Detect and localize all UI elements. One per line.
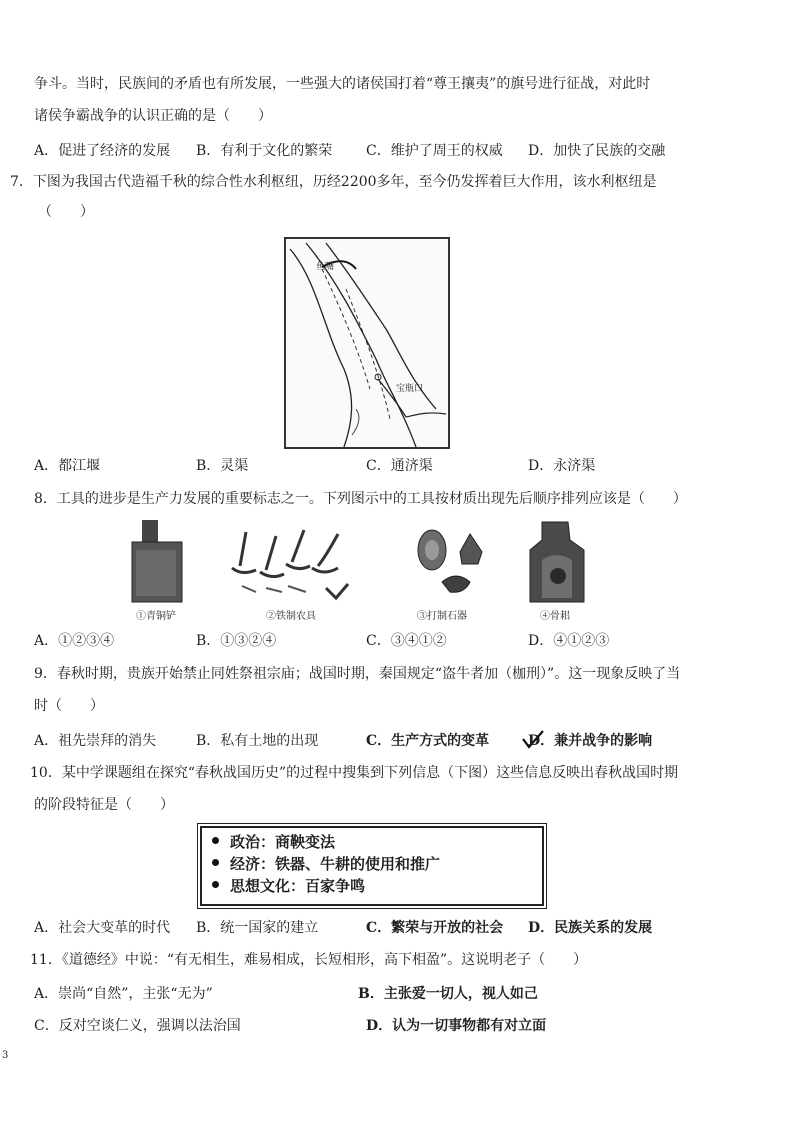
info-economy: 经济：铁器、牛耕的使用和推广 (230, 855, 441, 873)
info-box (200, 826, 544, 906)
bullet-icon (212, 837, 219, 844)
q6-option-d[interactable]: D．加快了民族的交融 (528, 143, 666, 159)
q6-option-c[interactable]: C．维护了周王的权威 (366, 143, 503, 159)
q6-stem-line1: 争斗。当时，民族间的矛盾也有所发展，一些强大的诸侯国打着“尊王攘夷”的旗号进行征战，对此时 (34, 76, 651, 92)
q10-option-b[interactable]: B．统一国家的建立 (196, 920, 319, 936)
q8-option-b[interactable]: B．①③②④ (196, 633, 277, 649)
q11-option-c[interactable]: C．反对空谈仁义，强调以法治国 (34, 1018, 241, 1034)
map-label-baopingkou: 宝瓶口 (396, 384, 424, 394)
caption-iron-tools: ②铁制农具 (266, 611, 316, 622)
q9-stem-line1: 9．春秋时期，贵族开始禁止同姓祭祖宗庙；战国时期，秦国规定“盗牛者加（枷刑）”。这一现象反映了当 (34, 666, 681, 682)
q7-option-c[interactable]: C．通济渠 (366, 458, 433, 474)
q10-option-a[interactable]: A．社会大变革的时代 (34, 920, 171, 936)
bullet-icon (212, 881, 219, 888)
q6-stem-line2: 诸侯争霸战争的认识正确的是（ ） (34, 108, 272, 124)
q9-stem-line2: 时（ ） (34, 698, 104, 714)
q8-stem-line1: 8．工具的进步是生产力发展的重要标志之一。下列图示中的工具按材质出现先后顺序排列应该是（ ） (34, 491, 687, 507)
q9-option-d[interactable]: D．兼并战争的影响 (528, 733, 653, 749)
info-culture: 思想文化：百家争鸣 (230, 877, 366, 895)
q8-option-d[interactable]: D．④①②③ (528, 633, 610, 649)
q7-option-b[interactable]: B．灵渠 (196, 458, 249, 474)
q6-option-a[interactable]: A．促进了经济的发展 (34, 143, 171, 159)
bone-spade-image (528, 520, 588, 608)
q6-option-b[interactable]: B．有利于文化的繁荣 (196, 143, 333, 159)
q9-option-c[interactable]: C．生产方式的变革 (366, 733, 490, 749)
dujiangyan-map (284, 237, 450, 449)
q10-stem-line2: 的阶段特征是（ ） (34, 797, 174, 813)
q11-option-b[interactable]: B．主张爱一切人，视人如己 (358, 986, 538, 1002)
caption-stone-tools: ③打制石器 (417, 611, 467, 622)
page-number: 3 (2, 1050, 9, 1061)
q11-stem-line1: 11．《道德经》中说：“有无相生，难易相成，长短相形，高下相盈”。这说明老子（ ） (30, 952, 588, 968)
q9-option-a[interactable]: A．祖先崇拜的消失 (34, 733, 157, 749)
info-politics: 政治：商鞅变法 (230, 833, 336, 851)
chipped-stone-tools-image (412, 522, 492, 606)
q11-option-d[interactable]: D．认为一切事物都有对立面 (366, 1018, 547, 1034)
caption-bronze-shovel: ①青铜铲 (136, 611, 176, 622)
q11-option-a[interactable]: A．崇尚“自然”，主张“无为” (34, 986, 213, 1002)
map-label-yuzui: 鱼嘴 (316, 262, 335, 272)
q10-stem-line1: 10．某中学课题组在探究“春秋战国历史”的过程中搜集到下列信息（下图）这些信息反映出春秋战国时期 (30, 765, 679, 781)
q7-stem-line2: （ ） (38, 204, 94, 220)
iron-tools-image (226, 526, 356, 610)
q9-option-b[interactable]: B．私有土地的出现 (196, 733, 319, 749)
bullet-icon (212, 859, 219, 866)
q8-option-c[interactable]: C．③④①② (366, 633, 447, 649)
q10-option-d[interactable]: D．民族关系的发展 (528, 920, 653, 936)
q7-stem-line1: 7．下图为我国古代造福千秋的综合性水利枢纽，历经2200多年，至今仍发挥着巨大作用，该水利枢纽是 (10, 174, 657, 190)
bronze-shovel-image (130, 520, 190, 608)
q7-option-a[interactable]: A．都江堰 (34, 458, 101, 474)
q7-option-d[interactable]: D．永济渠 (528, 458, 596, 474)
river-map-drawing (286, 239, 448, 447)
caption-bone-spade: ④骨耜 (540, 611, 570, 622)
q10-option-c[interactable]: C．繁荣与开放的社会 (366, 920, 504, 936)
q8-option-a[interactable]: A．①②③④ (34, 633, 115, 649)
